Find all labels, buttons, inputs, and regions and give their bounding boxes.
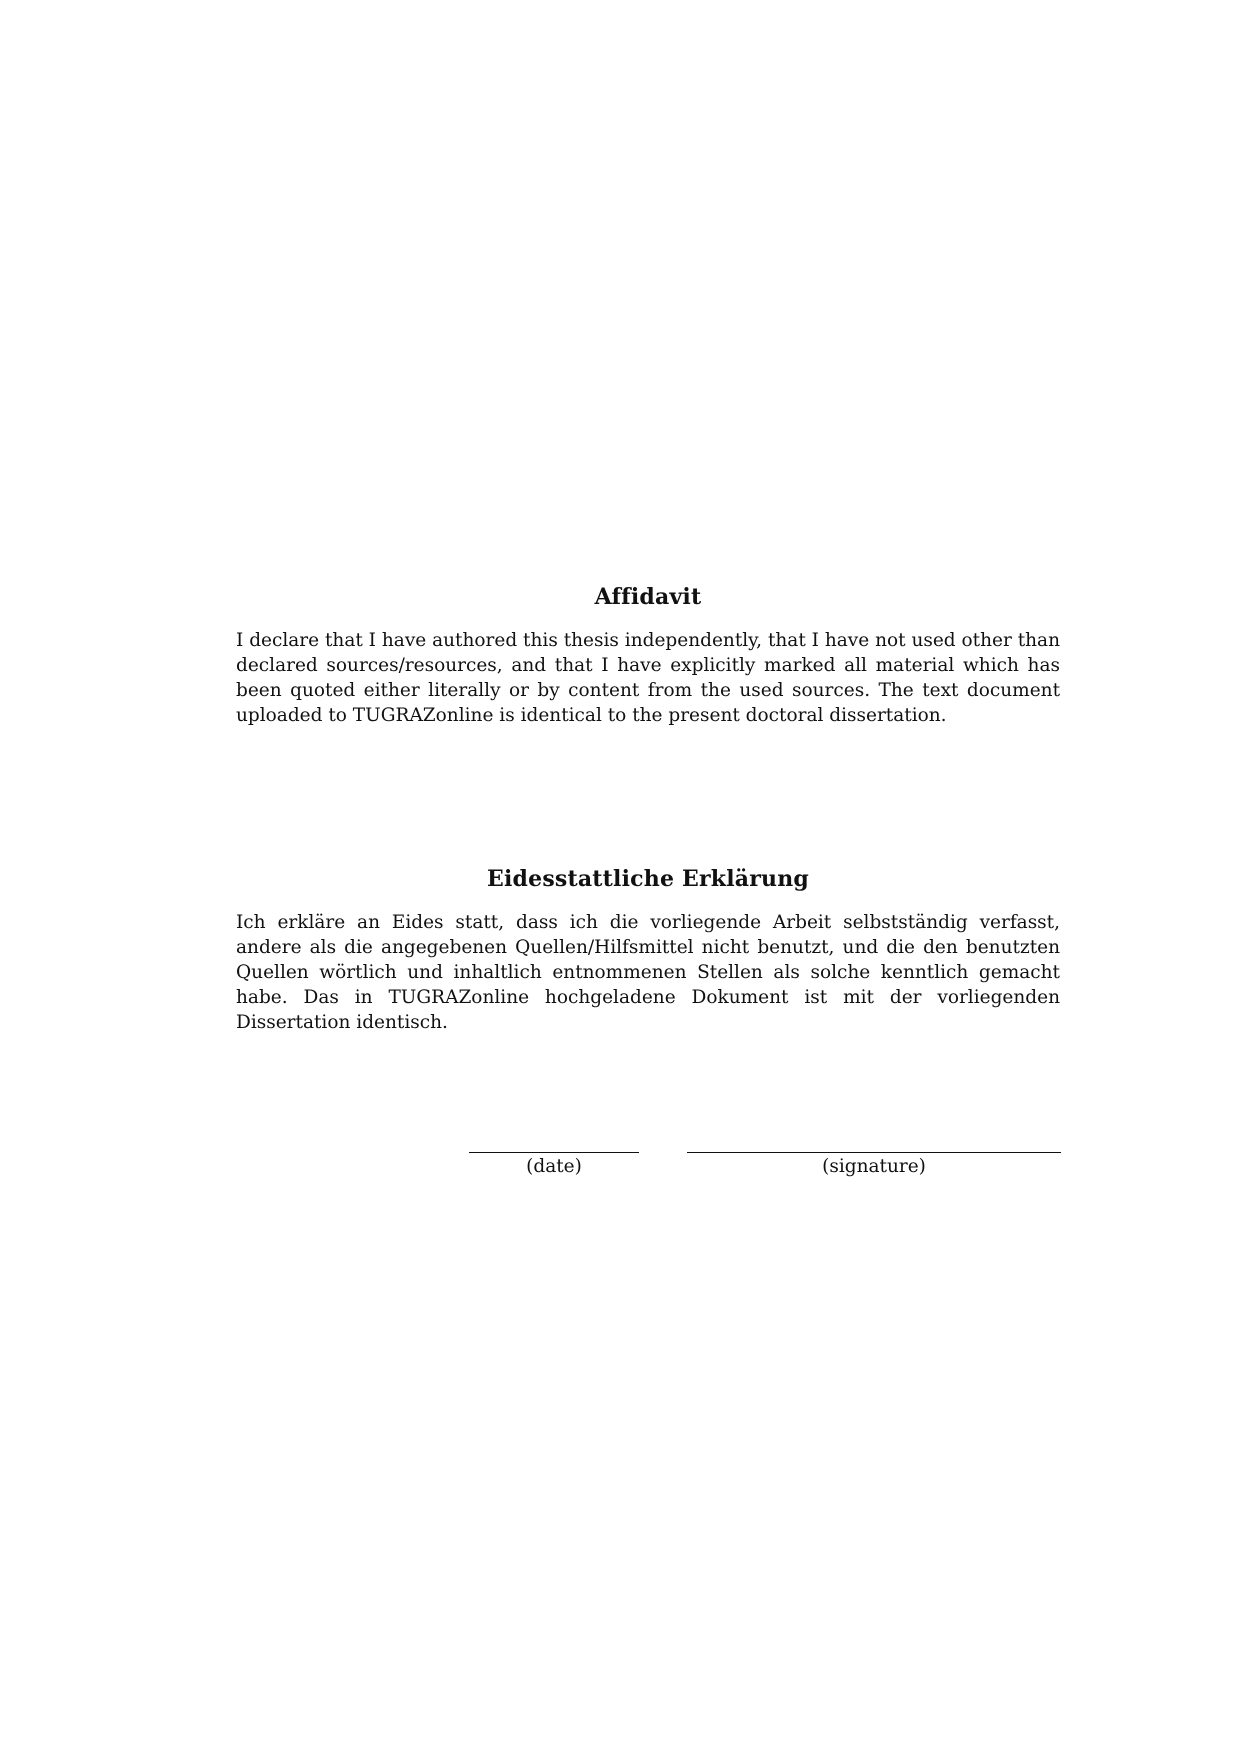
date-label: (date) [526, 1156, 582, 1177]
eidesstattliche-body: Ich erkläre an Eides statt, dass ich die vorliegende Arbeit selbstständig verfasst, andere als die angegebenen Quellen/Hilfsmittel nicht benutzt, und die den benutzten Quellen wörtlich und inhaltlich entnommenen Stellen als solche kenntlich gemacht habe. Das in TUGRAZonline hochgeladene Dokument ist mit der vorliegenden Dissertation identisch. [236, 912, 1060, 1033]
affidavit-body: I declare that I have authored this thesis independently, that I have not used other than declared sources/resources, and that I have explicitly marked all material which has been quoted either literally or by content from the used sources. The text document uploaded to TUGRAZonline is identical to the present doctoral dissertation. [236, 630, 1060, 726]
eidesstattliche-title: Eidesstattliche Erklärung [487, 866, 809, 892]
date-field [469, 1152, 639, 1179]
signature-field [687, 1152, 1061, 1179]
affidavit-section [236, 582, 1060, 728]
eidesstattliche-section [236, 864, 1060, 1035]
signature-line [687, 1152, 1061, 1153]
signature-label: (signature) [822, 1156, 926, 1177]
affidavit-title: Affidavit [594, 584, 702, 610]
date-line [469, 1152, 639, 1153]
